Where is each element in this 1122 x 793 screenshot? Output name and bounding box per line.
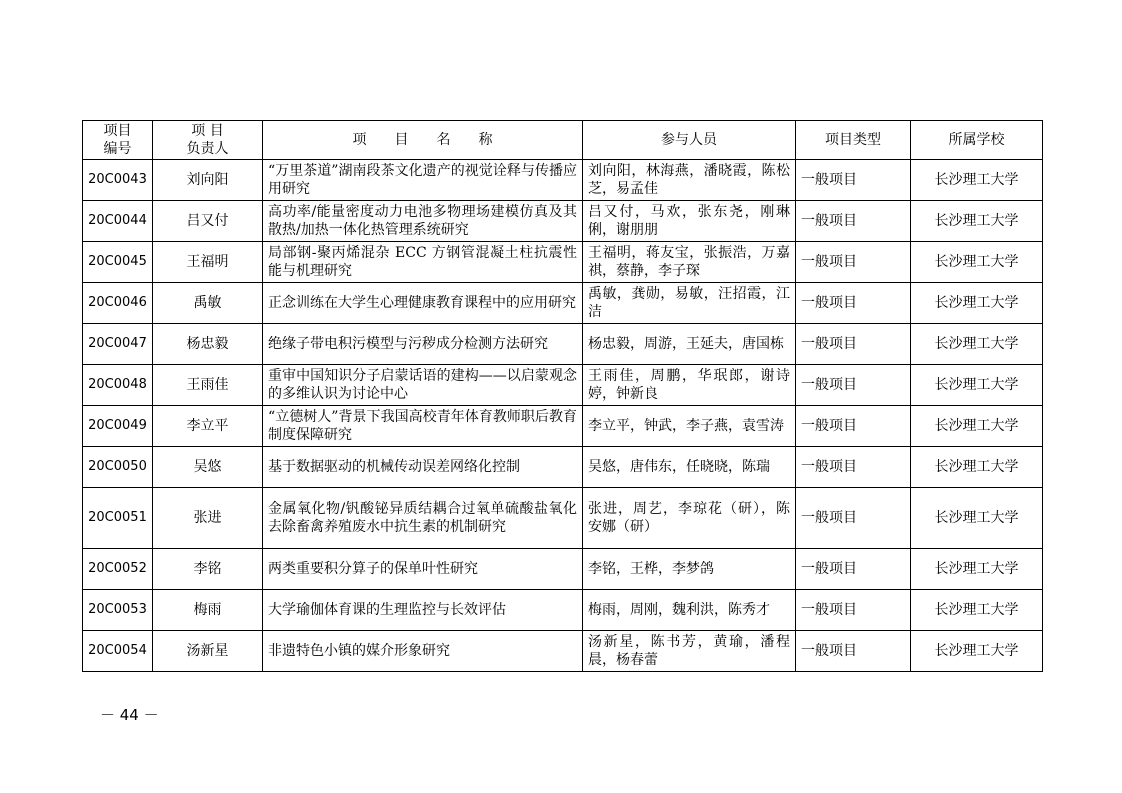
table-row — [83, 447, 1043, 488]
cell-leader: 禹敏 — [153, 283, 263, 324]
cell-project-id: 20C0052 — [83, 549, 153, 590]
header-project-type: 项目类型 — [796, 121, 911, 160]
cell-project-id: 20C0046 — [83, 283, 153, 324]
cell-project-type: 一般项目 — [796, 201, 911, 242]
cell-leader: 吕又付 — [153, 201, 263, 242]
cell-school: 长沙理工大学 — [911, 283, 1043, 324]
table-row — [83, 406, 1043, 447]
cell-school: 长沙理工大学 — [911, 488, 1043, 549]
cell-members: 王福明，蒋友宝，张振浩，万嘉祺，蔡静，李子琛 — [583, 242, 796, 283]
cell-members: 吴悠，唐伟东，任晓晓，陈瑞 — [583, 447, 796, 488]
cell-project-id: 20C0051 — [83, 488, 153, 549]
cell-project-name: 局部钢-聚丙烯混杂 ECC 方钢管混凝土柱抗震性能与机理研究 — [263, 242, 583, 283]
table-row — [83, 242, 1043, 283]
cell-school: 长沙理工大学 — [911, 447, 1043, 488]
cell-leader: 梅雨 — [153, 590, 263, 631]
cell-members: 李立平，钟武，李子燕，袁雪涛 — [583, 406, 796, 447]
cell-project-type: 一般项目 — [796, 242, 911, 283]
header-school: 所属学校 — [911, 121, 1043, 160]
cell-school: 长沙理工大学 — [911, 590, 1043, 631]
cell-members: 张进，周艺，李琼花（研），陈安娜（研） — [583, 488, 796, 549]
table-row — [83, 631, 1043, 672]
cell-project-type: 一般项目 — [796, 283, 911, 324]
cell-project-type: 一般项目 — [796, 590, 911, 631]
cell-members: 梅雨，周刚，魏利洪，陈秀才 — [583, 590, 796, 631]
header-leader-line2: 负责人 — [186, 141, 229, 157]
table-row — [83, 549, 1043, 590]
cell-school: 长沙理工大学 — [911, 160, 1043, 201]
table-row — [83, 283, 1043, 324]
cell-school: 长沙理工大学 — [911, 631, 1043, 672]
table-row — [83, 488, 1043, 549]
cell-leader: 杨忠毅 — [153, 324, 263, 365]
table-header-row — [83, 121, 1043, 160]
cell-project-name: 两类重要积分算子的保单叶性研究 — [263, 549, 583, 590]
table-row — [83, 324, 1043, 365]
cell-project-name: 高功率/能量密度动力电池多物理场建模仿真及其散热/加热一体化热管理系统研究 — [263, 201, 583, 242]
cell-project-id: 20C0045 — [83, 242, 153, 283]
cell-project-name: 基于数据驱动的机械传动误差网络化控制 — [263, 447, 583, 488]
cell-leader: 刘向阳 — [153, 160, 263, 201]
cell-project-name: 金属氧化物/钒酸铋异质结耦合过氧单硫酸盐氧化去除畜禽养殖废水中抗生素的机制研究 — [263, 488, 583, 549]
cell-project-type: 一般项目 — [796, 160, 911, 201]
cell-project-type: 一般项目 — [796, 631, 911, 672]
cell-project-type: 一般项目 — [796, 488, 911, 549]
cell-project-name: 正念训练在大学生心理健康教育课程中的应用研究 — [263, 283, 583, 324]
cell-members: 禹敏，龚勋，易敏，汪招霞，江洁 — [583, 283, 796, 324]
cell-school: 长沙理工大学 — [911, 365, 1043, 406]
cell-members: 杨忠毅，周游，王延夫，唐国栋 — [583, 324, 796, 365]
cell-project-name: 绝缘子带电积污模型与污秽成分检测方法研究 — [263, 324, 583, 365]
cell-school: 长沙理工大学 — [911, 201, 1043, 242]
header-leader — [153, 121, 263, 160]
cell-project-id: 20C0054 — [83, 631, 153, 672]
cell-school: 长沙理工大学 — [911, 406, 1043, 447]
cell-members: 吕又付，马欢，张东尧，刚琳俐，谢朋朋 — [583, 201, 796, 242]
header-project-id-line1: 项目 — [103, 123, 132, 139]
cell-project-name: 重审中国知识分子启蒙话语的建构——以启蒙观念的多维认识为讨论中心 — [263, 365, 583, 406]
cell-school: 长沙理工大学 — [911, 324, 1043, 365]
cell-leader: 张进 — [153, 488, 263, 549]
cell-project-name: “万里茶道”湖南段茶文化遗产的视觉诠释与传播应用研究 — [263, 160, 583, 201]
cell-leader: 汤新星 — [153, 631, 263, 672]
cell-members: 王雨佳，周鹏，华珉郎，谢诗婷，钟新良 — [583, 365, 796, 406]
cell-project-name: “立德树人”背景下我国高校青年体育教师职后教育制度保障研究 — [263, 406, 583, 447]
table-row — [83, 365, 1043, 406]
page-number: － 44 － — [100, 706, 159, 724]
cell-leader: 王福明 — [153, 242, 263, 283]
header-project-id — [83, 121, 153, 160]
table-row — [83, 201, 1043, 242]
cell-school: 长沙理工大学 — [911, 242, 1043, 283]
cell-project-id: 20C0047 — [83, 324, 153, 365]
header-members: 参与人员 — [583, 121, 796, 160]
project-table — [82, 120, 1043, 672]
cell-leader: 王雨佳 — [153, 365, 263, 406]
cell-project-type: 一般项目 — [796, 447, 911, 488]
cell-project-id: 20C0053 — [83, 590, 153, 631]
header-project-id-line2: 编号 — [103, 141, 132, 157]
table-row — [83, 590, 1043, 631]
cell-project-name: 大学瑜伽体育课的生理监控与长效评估 — [263, 590, 583, 631]
cell-school: 长沙理工大学 — [911, 549, 1043, 590]
cell-project-type: 一般项目 — [796, 406, 911, 447]
cell-project-type: 一般项目 — [796, 549, 911, 590]
cell-leader: 李立平 — [153, 406, 263, 447]
cell-project-id: 20C0043 — [83, 160, 153, 201]
cell-members: 汤新星，陈书芳，黄瑜，潘程晨，杨春蕾 — [583, 631, 796, 672]
cell-project-id: 20C0049 — [83, 406, 153, 447]
cell-project-id: 20C0048 — [83, 365, 153, 406]
cell-leader: 李铭 — [153, 549, 263, 590]
cell-members: 刘向阳，林海燕，潘晓霞，陈松芝，易孟佳 — [583, 160, 796, 201]
cell-project-name: 非遗特色小镇的媒介形象研究 — [263, 631, 583, 672]
header-project-name: 项 目 名 称 — [263, 121, 583, 160]
header-leader-line1: 项 目 — [191, 123, 224, 139]
cell-project-type: 一般项目 — [796, 324, 911, 365]
cell-project-type: 一般项目 — [796, 365, 911, 406]
cell-members: 李铭，王桦，李梦鸽 — [583, 549, 796, 590]
table-row — [83, 160, 1043, 201]
cell-project-id: 20C0044 — [83, 201, 153, 242]
cell-project-id: 20C0050 — [83, 447, 153, 488]
cell-leader: 吴悠 — [153, 447, 263, 488]
